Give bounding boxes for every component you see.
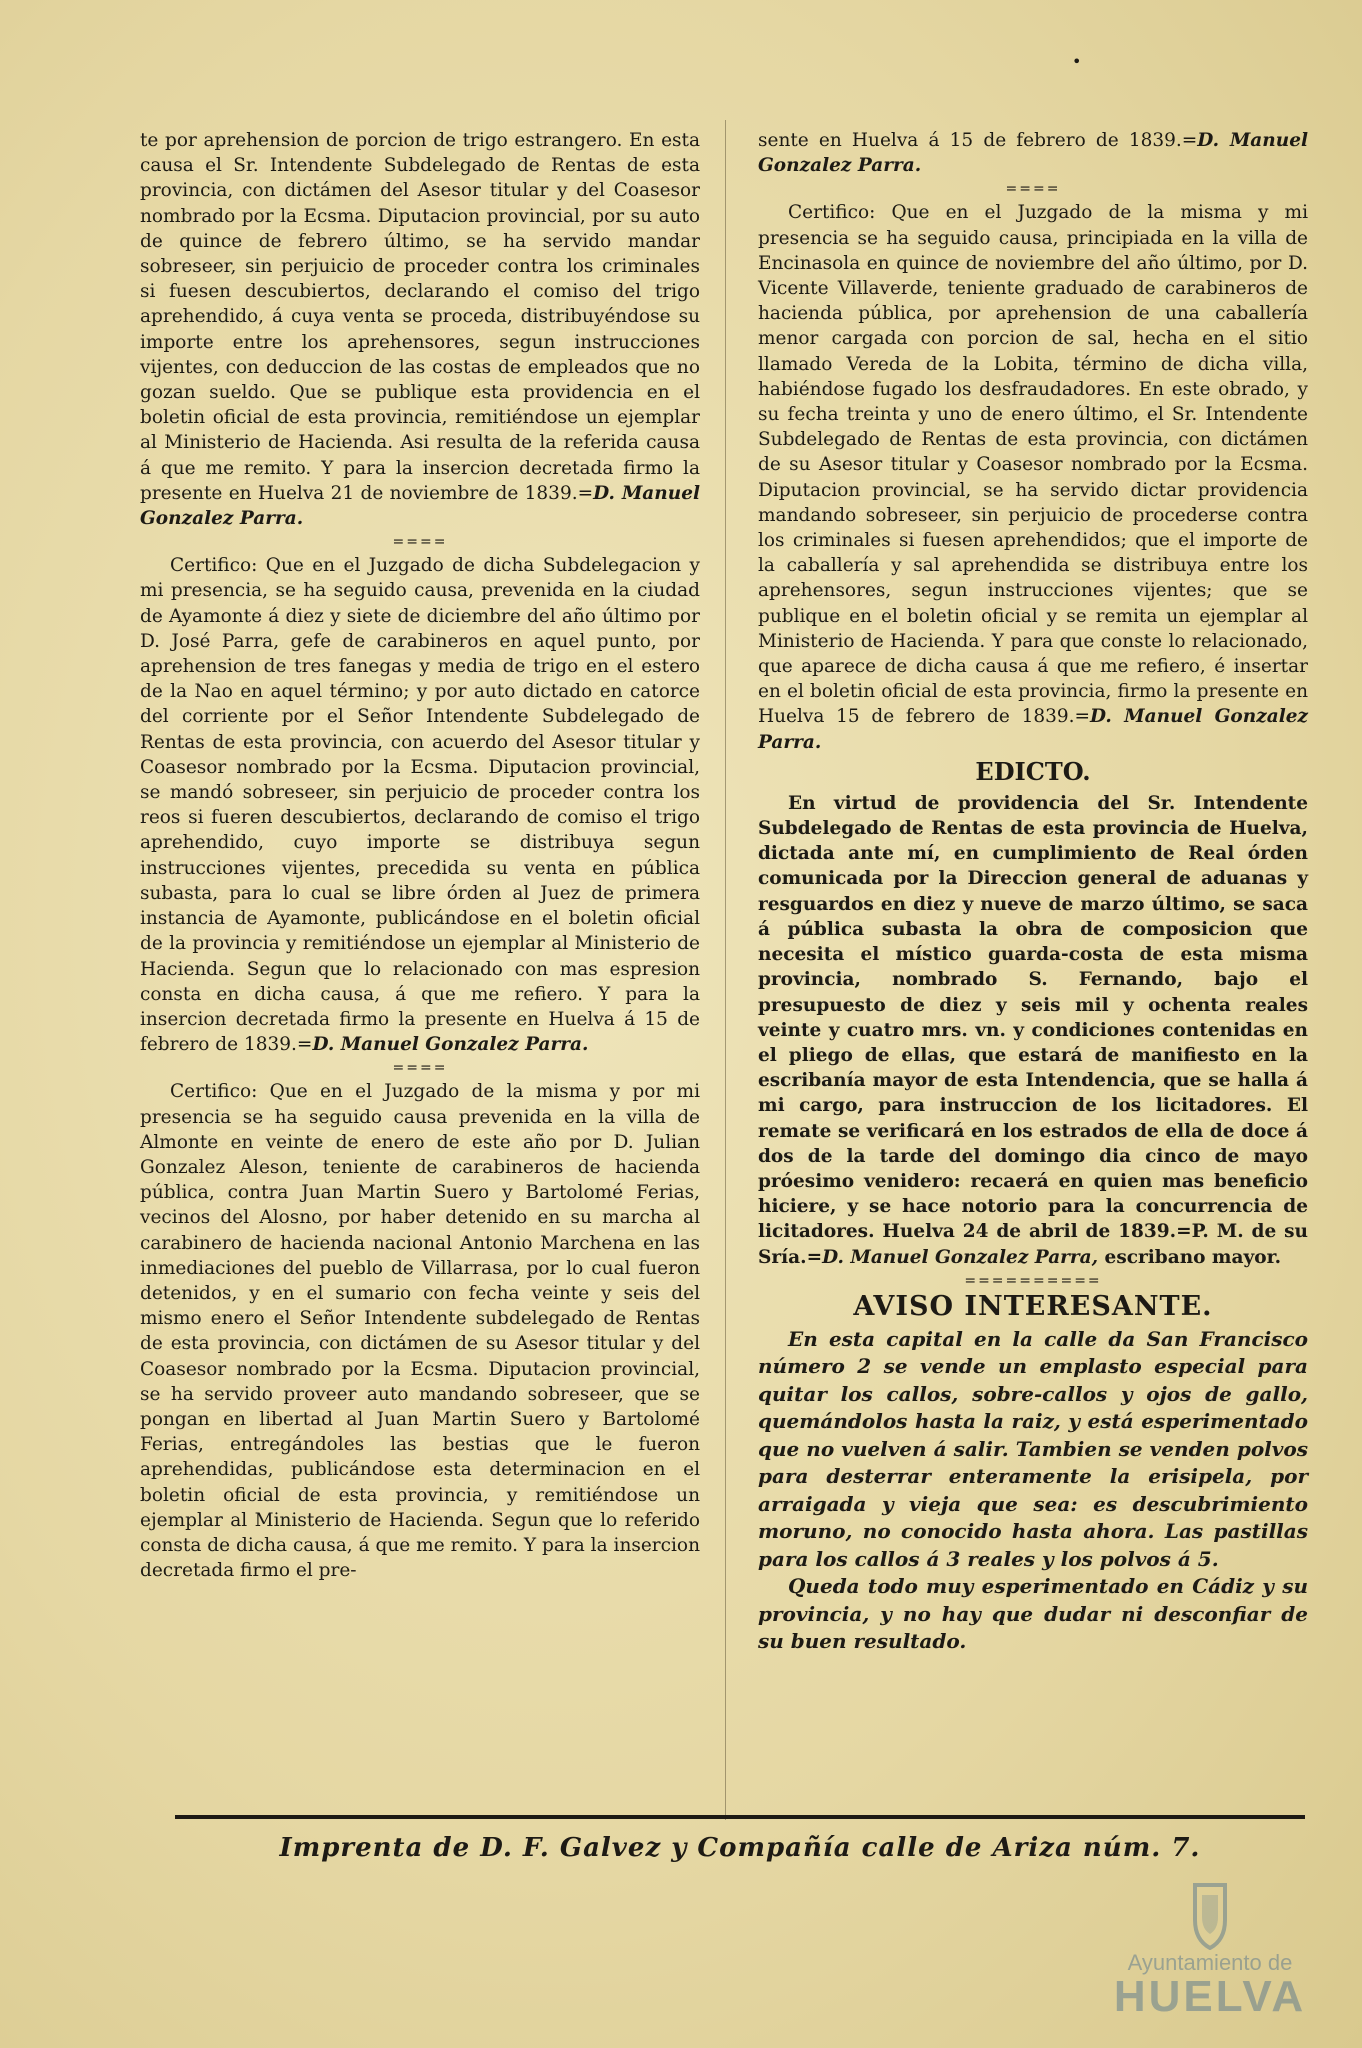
aviso-paragraph-2: Queda todo muy esperimentado en Cádiz y su provincia, y no hay que dudar ni desconfiar de su buen resultado. (758, 1574, 1308, 1654)
signature: D. Manuel Gonzalez Parra. (140, 482, 700, 530)
signature: D. Manuel Gonzalez Parra. (312, 1034, 589, 1056)
aviso-paragraph: En esta capital en la calle da San Francisco número 2 se vende un emplasto especial para quitar los callos, sobre-callos y ojos de gallo, quemándolos hasta la raiz, y está esperimentado que no vuelven á salir. Tambien se venden polvos para desterrar enteramente la erisipela, por arraigada y vieja que sea: es descubrimiento moruno, no conocido hasta ahora. Las pastillas para los callos á 3 reales y los polvos á 5. (758, 1326, 1308, 1571)
edicto-end: escribano mayor. (1098, 1246, 1282, 1268)
certificate-encinasola-text: Certifico: Que en el Juzgado de la misma y mi presencia se ha seguido causa, principiada en la villa de Encinasola en quince de noviembre del año último, por D. Vicente Villaverde, teniente graduado de carabineros de hacienda pública, por aprehension de una caballería menor cargada con porcion de sal, hecha en el sitio llamado Vereda de la Lobita, término de dicha villa, habiéndose fugado los desfraudadores. En este obrado, y su fecha treinta y uno de enero último, el Sr. Intendente Subdelegado de Rentas de esta provincia, con dictámen de su Asesor titular y Coasesor nombrado por la Ecsma. Diputacion provincial, se ha servido dictar providencia mandando sobreseer, sin perjuicio de procederse contra los criminales si fuesen aprehendidos; que el importe de la caballería y sal aprehendida se distribuya entre los aprehensores, segun instrucciones vijentes; que se publique en el boletin oficial y se remita un ejemplar al Ministerio de Hacienda. Y para que conste lo relacionado, que aparece de dicha causa á que me refiero, é insertar en el boletin oficial de esta provincia, firmo la presente en Huelva 15 de febrero de 1839.= (758, 202, 1308, 728)
certificate-ayamonte (140, 553, 700, 1057)
edicto-section (758, 791, 1308, 1270)
signature: D. Manuel Gonzalez Parra, (822, 1246, 1099, 1268)
separator: ==== (392, 534, 448, 551)
right-column (758, 128, 1308, 1656)
crest-icon (1080, 1880, 1340, 1950)
edicto-text: En virtud de providencia del Sr. Intendente Subdelegado de Rentas de esta provincia de Huelva, dictada ante mí, en cumplimiento de Real órden comunicada por la Direccion general de aduanas y resguardos en diez y nueve de marzo último, se saca á pública subasta la obra de composicion que necesita el místico guarda-costa de esta misma provincia, nombrado S. Fernando, bajo el presupuesto de diez y seis mil y ochenta reales veinte y cuatro mrs. vn. y condiciones contenidas en el pliego de ellas, que estará de manifiesto en la escribanía mayor de esta Intendencia, que se halla á mi cargo, para instruccion de los licitadores. El remate se verificará en los estrados de ella de doce á dos de la tarde del domingo dia cinco de mayo próesimo venidero: recaerá en quien mas beneficio hiciere, y se hace notorio para la concurrencia de licitadores. Huelva 24 de abril de 1839.=P. M. de su Sría.= (758, 792, 1308, 1268)
page-mark: • (1072, 52, 1082, 71)
notice-grain-paragraph (140, 128, 700, 531)
edicto-paragraph (758, 791, 1308, 1270)
watermark-line1: Ayuntamiento de (1127, 1950, 1293, 1975)
left-column (140, 128, 700, 1583)
certificate-almonte-end-text: sente en Huelva á 15 de febrero de 1839.= (758, 130, 1198, 151)
watermark-line2: HUELVA (1113, 1972, 1307, 2021)
aviso-heading: AVISO INTERESANTE. (853, 1290, 1213, 1322)
aviso-section (758, 1326, 1308, 1656)
separator: ==== (1005, 181, 1061, 198)
certificate-encinasola (758, 200, 1308, 754)
signature: D. Manuel Gonzalez Parra. (758, 130, 1308, 177)
column-divider (725, 120, 726, 1820)
signature: D. Manuel Gonzalez Parra. (758, 706, 1308, 753)
certificate-almonte: Certifico: Que en el Juzgado de la misma y por mi presencia se ha seguido causa prevenida en la villa de Almonte en veinte de enero de este año por D. Julian Gonzalez Aleson, teniente de carabineros de hacienda pública, contra Juan Martin Suero y Bartolomé Ferias, vecinos del Alosno, por haber detenido en su marcha al carabinero de hacienda nacional Antonio Marchena en las inmediaciones del pueblo de Villarrasa, por lo cual fueron detenidos, y en el sumario con fecha veinte y seis del mismo enero el Señor Intendente subdelegado de Rentas de esta provincia, con dictámen de su Asesor titular y del Coasesor nombrado por la Ecsma. Diputacion provincial, se ha servido proveer auto mandando sobreseer, que se pongan en libertad al Juan Martin Suero y Bartolomé Ferias, entregándoles las bestias que le fueron aprehendidas, publicándose esta determinacion en el boletin oficial de esta provincia, y remitiéndose un ejemplar al Ministerio de Hacienda. Segun que lo referido consta de dicha causa, á que me remito. Y para la insercion decretada firmo el pre- (140, 1081, 700, 1582)
certificate-almonte-end (758, 128, 1308, 178)
edicto-heading: EDICTO. (975, 756, 1091, 786)
imprenta-footer: Imprenta de D. F. Galvez y Compañía calle de Ariza núm. 7. (279, 1833, 1201, 1863)
footer-rule (175, 1815, 1305, 1819)
certificate-ayamonte-text: Certifico: Que en el Juzgado de dicha Subdelegacion y mi presencia, se ha seguido causa, prevenida en la ciudad de Ayamonte á diez y siete de diciembre del año último por D. José Parra, gefe de carabineros en aquel punto, por aprehension de tres fanegas y media de trigo en el estero de la Nao en aquel término; y por auto dictado en catorce del corriente por el Señor Intendente Subdelegado de Rentas de esta provincia, con acuerdo del Asesor titular y Coasesor nombrado por la Ecsma. Diputacion provincial, se mandó sobreseer, sin perjuicio de proceder contra los reos si fueren descubiertos, declarando de comiso el trigo aprehendido, cuyo importe se distribuya segun instrucciones vijentes, precedida su venta en pública subasta, para lo cual se libre órden al Juez de primera instancia de Ayamonte, publicándose en el boletin oficial de la provincia y remitiéndose un ejemplar al Ministerio de Hacienda. Segun que lo relacionado con mas espresion consta en dicha causa, á que me refiero. Y para la insercion decretada firmo la presente en Huelva á 15 de febrero de 1839.= (140, 555, 700, 1056)
notice-grain-text: te por aprehension de porcion de trigo estrangero. En esta causa el Sr. Intendente Subdelegado de Rentas de esta provincia, con dictámen del Asesor titular y del Coasesor nombrado por la Ecsma. Diputacion provincial, por su auto de quince de febrero último, se ha servido mandar sobreseer, sin perjuicio de proceder contra los criminales si fuesen descubiertos, declarando el comiso del trigo aprehendido, á cuya venta se proceda, distribuyéndose su importe entre los aprehensores, segun instrucciones vijentes, con deduccion de las costas de empleados que no gozan sueldo. Que se publique esta providencia en el boletin oficial de esta provincia, remitiéndose un ejemplar al Ministerio de Hacienda. Asi resulta de la referida causa á que me remito. Y para la insercion decretada firmo la presente en Huelva 21 de noviembre de 1839.= (140, 130, 700, 504)
separator: ==== (392, 1060, 448, 1077)
ayuntamiento-watermark (1080, 1880, 1340, 2030)
separator: ========== (964, 1272, 1102, 1289)
